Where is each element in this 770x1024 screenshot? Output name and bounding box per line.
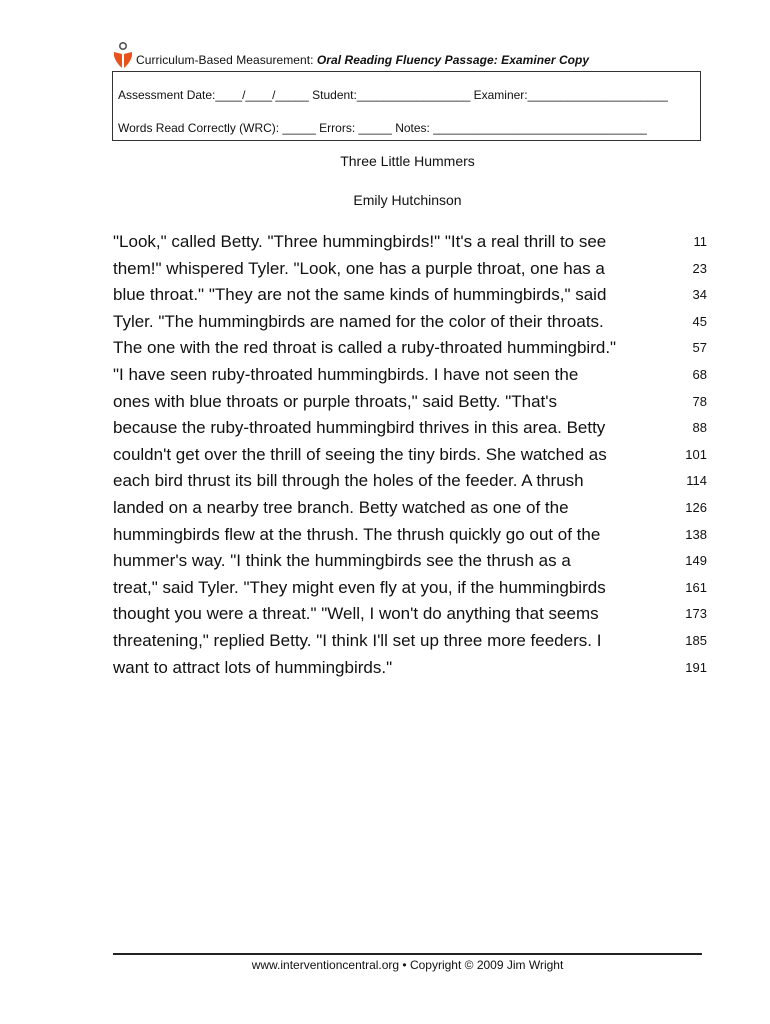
- word-count: 126: [685, 499, 707, 515]
- passage-line: [113, 335, 713, 362]
- footer-copyright: www.interventioncentral.org • Copyright © 2009 Jim Wright: [251, 958, 564, 972]
- passage-line: [113, 389, 713, 416]
- word-count: 57: [692, 340, 707, 356]
- passage-line-text: thought you were a threat." "Well, I won't do anything that seems: [113, 604, 599, 624]
- passage-line: [113, 309, 713, 336]
- word-count: 161: [685, 579, 707, 595]
- passage-line: [113, 655, 713, 682]
- passage-line-text: blue throat." "They are not the same kinds of hummingbirds," said: [113, 285, 607, 305]
- passage-line-text: threatening," replied Betty. "I think I'll set up three more feeders. I: [113, 630, 602, 650]
- assessment-form-box: [112, 71, 701, 141]
- passage-line: [113, 575, 713, 602]
- header-title: [136, 53, 589, 67]
- word-count: 34: [692, 287, 707, 303]
- word-count: 11: [693, 234, 707, 249]
- passage-line: [113, 548, 713, 575]
- word-count: 173: [685, 606, 707, 622]
- word-count: 45: [692, 313, 707, 329]
- word-count: 68: [692, 366, 707, 382]
- assessment-info-row: Assessment Date:____/____/_____ Student:_________________ Examiner:_____________________: [118, 88, 668, 102]
- word-count: 101: [685, 446, 707, 462]
- word-count: 88: [692, 420, 707, 436]
- word-count: 191: [685, 659, 707, 675]
- passage-line-text: couldn't get over the thrill of seeing the tiny birds. She watched as: [113, 444, 607, 464]
- passage-line: [113, 415, 713, 442]
- passage-line: [113, 442, 713, 469]
- passage-line-text: ones with blue throats or purple throats," said Betty. "That's: [113, 391, 558, 411]
- passage-line: [113, 229, 713, 256]
- passage-line-text: because the ruby-throated hummingbird thrives in this area. Betty: [113, 418, 606, 438]
- passage-line-text: "Look," called Betty. "Three hummingbirds!" "It's a real thrill to see: [113, 232, 607, 251]
- word-count: 114: [686, 473, 707, 489]
- footer-divider: [113, 953, 702, 955]
- passage-title: Three Little Hummers: [340, 153, 475, 169]
- header-prefix: Curriculum-Based Measurement:: [136, 53, 317, 67]
- passage-line-text: Tyler. "The hummingbirds are named for the color of their throats.: [113, 311, 604, 331]
- passage-line: [113, 468, 713, 495]
- passage-line-text: each bird thrust its bill through the holes of the feeder. A thrush: [113, 471, 584, 491]
- passage-line-text: landed on a nearby tree branch. Betty watched as one of the: [113, 497, 569, 517]
- passage-line: [113, 256, 713, 283]
- header-title-emphasis: Oral Reading Fluency Passage: Examiner Copy: [316, 53, 590, 67]
- word-count: 138: [685, 526, 707, 542]
- passage-line-text: "I have seen ruby-throated hummingbirds. I have not seen the: [113, 364, 579, 384]
- passage-line: [113, 362, 713, 389]
- passage-line: [113, 495, 713, 522]
- page-header: [113, 40, 703, 72]
- passage-line-text: hummingbirds flew at the thrush. The thrush quickly go out of the: [113, 524, 601, 544]
- passage-line-text: hummer's way. "I think the hummingbirds see the thrush as a: [113, 551, 571, 571]
- passage-body: [113, 229, 713, 681]
- intervention-central-logo-icon: [113, 41, 133, 69]
- word-count: 185: [685, 632, 707, 648]
- word-count: 23: [692, 260, 707, 276]
- passage-line: [113, 282, 713, 309]
- word-count: 149: [685, 553, 707, 569]
- passage-author: Emily Hutchinson: [353, 192, 462, 208]
- passage-line-text: treat," said Tyler. "They might even fly at you, if the hummingbirds: [113, 577, 606, 597]
- passage-line-text: want to attract lots of hummingbirds.": [113, 657, 393, 677]
- passage-line-text: them!" whispered Tyler. "Look, one has a purple throat, one has a: [113, 258, 605, 278]
- passage-line: [113, 628, 713, 655]
- passage-line: [113, 601, 713, 628]
- scoring-row: Words Read Correctly (WRC): _____ Errors: _____ Notes: ________________________________: [118, 121, 647, 135]
- word-count: 78: [692, 393, 707, 409]
- passage-line-text: The one with the red throat is called a ruby-throated hummingbird.": [113, 338, 617, 358]
- passage-line: [113, 522, 713, 549]
